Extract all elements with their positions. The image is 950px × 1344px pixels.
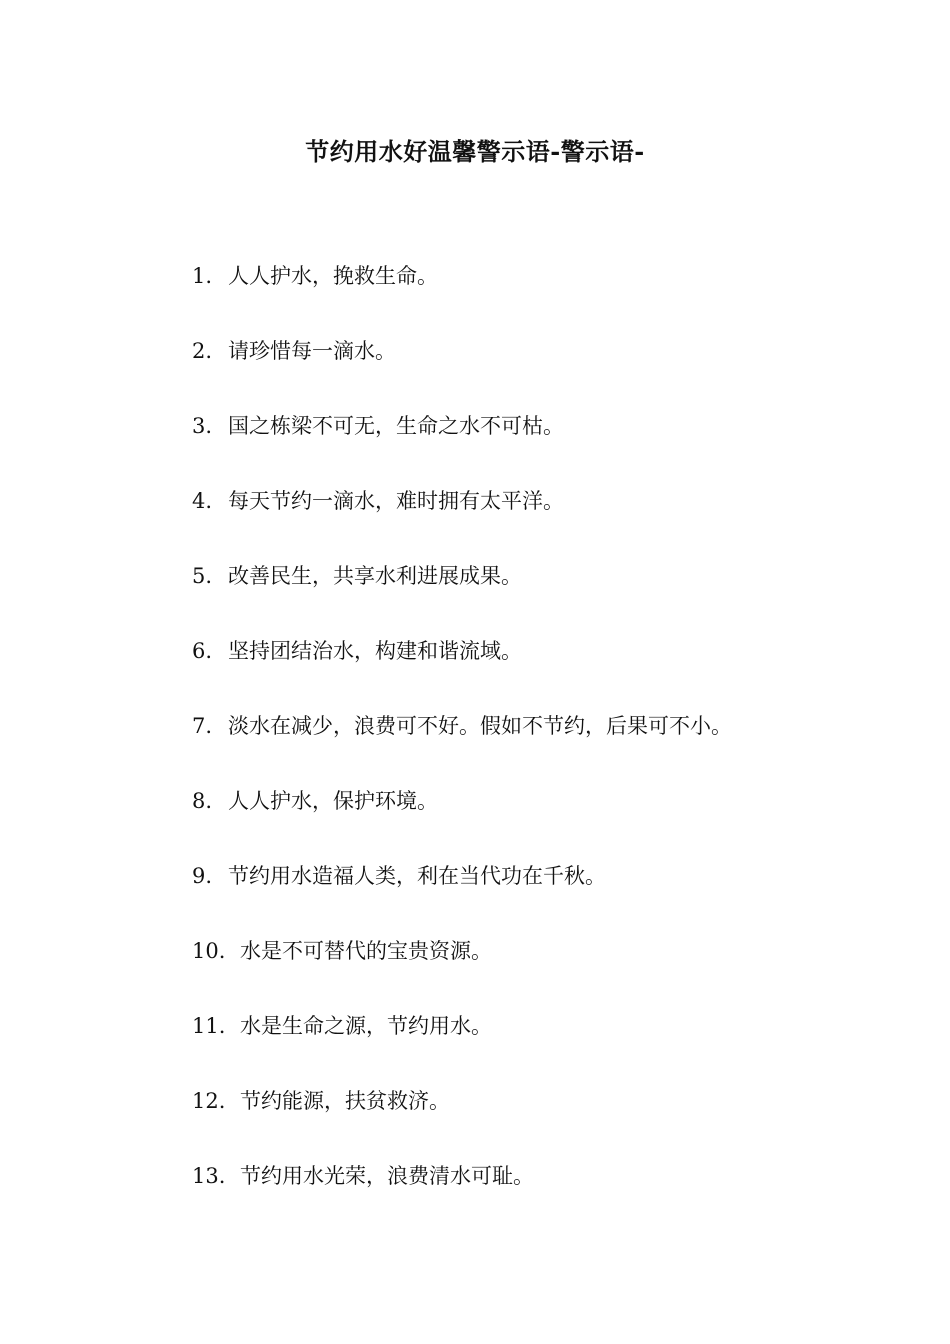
list-item [192,1083,932,1158]
list-item [192,408,932,483]
item-number: 5. [192,564,213,588]
document-title: 节约用水好温馨警示语-警示语- [305,137,645,166]
item-text: 人人护水，保护环境。 [228,789,438,813]
item-number: 3. [192,414,213,438]
item-text: 人人护水，挽救生命。 [228,264,438,288]
item-text: 节约用水光荣，浪费清水可耻。 [240,1164,534,1188]
list-item [192,783,932,858]
item-text: 坚持团结治水，构建和谐流域。 [228,639,522,663]
item-number: 7. [192,714,213,738]
list-item [192,483,932,558]
item-number: 11. [192,1014,226,1038]
item-number: 9. [192,864,213,888]
list-item [192,1158,932,1233]
item-number: 2. [192,339,213,363]
item-number: 4. [192,489,213,513]
item-number: 1. [192,264,213,288]
item-text: 请珍惜每一滴水。 [228,339,396,363]
slogan-list [192,258,932,1233]
list-item [192,633,932,708]
item-text: 节约用水造福人类，利在当代功在千秋。 [228,864,606,888]
item-number: 10. [192,939,226,963]
item-text: 国之栋梁不可无，生命之水不可枯。 [228,414,564,438]
item-text: 淡水在减少，浪费可不好。假如不节约，后果可不小。 [228,714,732,738]
list-item [192,858,932,933]
item-text: 每天节约一滴水，难时拥有太平洋。 [228,489,564,513]
item-text: 水是生命之源，节约用水。 [240,1014,492,1038]
item-text: 水是不可替代的宝贵资源。 [240,939,492,963]
list-item [192,558,932,633]
item-number: 13. [192,1164,226,1188]
item-number: 8. [192,789,213,813]
item-text: 改善民生，共享水利进展成果。 [228,564,522,588]
list-item [192,1008,932,1083]
list-item [192,933,932,1008]
list-item [192,333,932,408]
list-item [192,708,932,783]
item-number: 12. [192,1089,226,1113]
list-item [192,258,932,333]
item-number: 6. [192,639,213,663]
item-text: 节约能源，扶贫救济。 [240,1089,450,1113]
